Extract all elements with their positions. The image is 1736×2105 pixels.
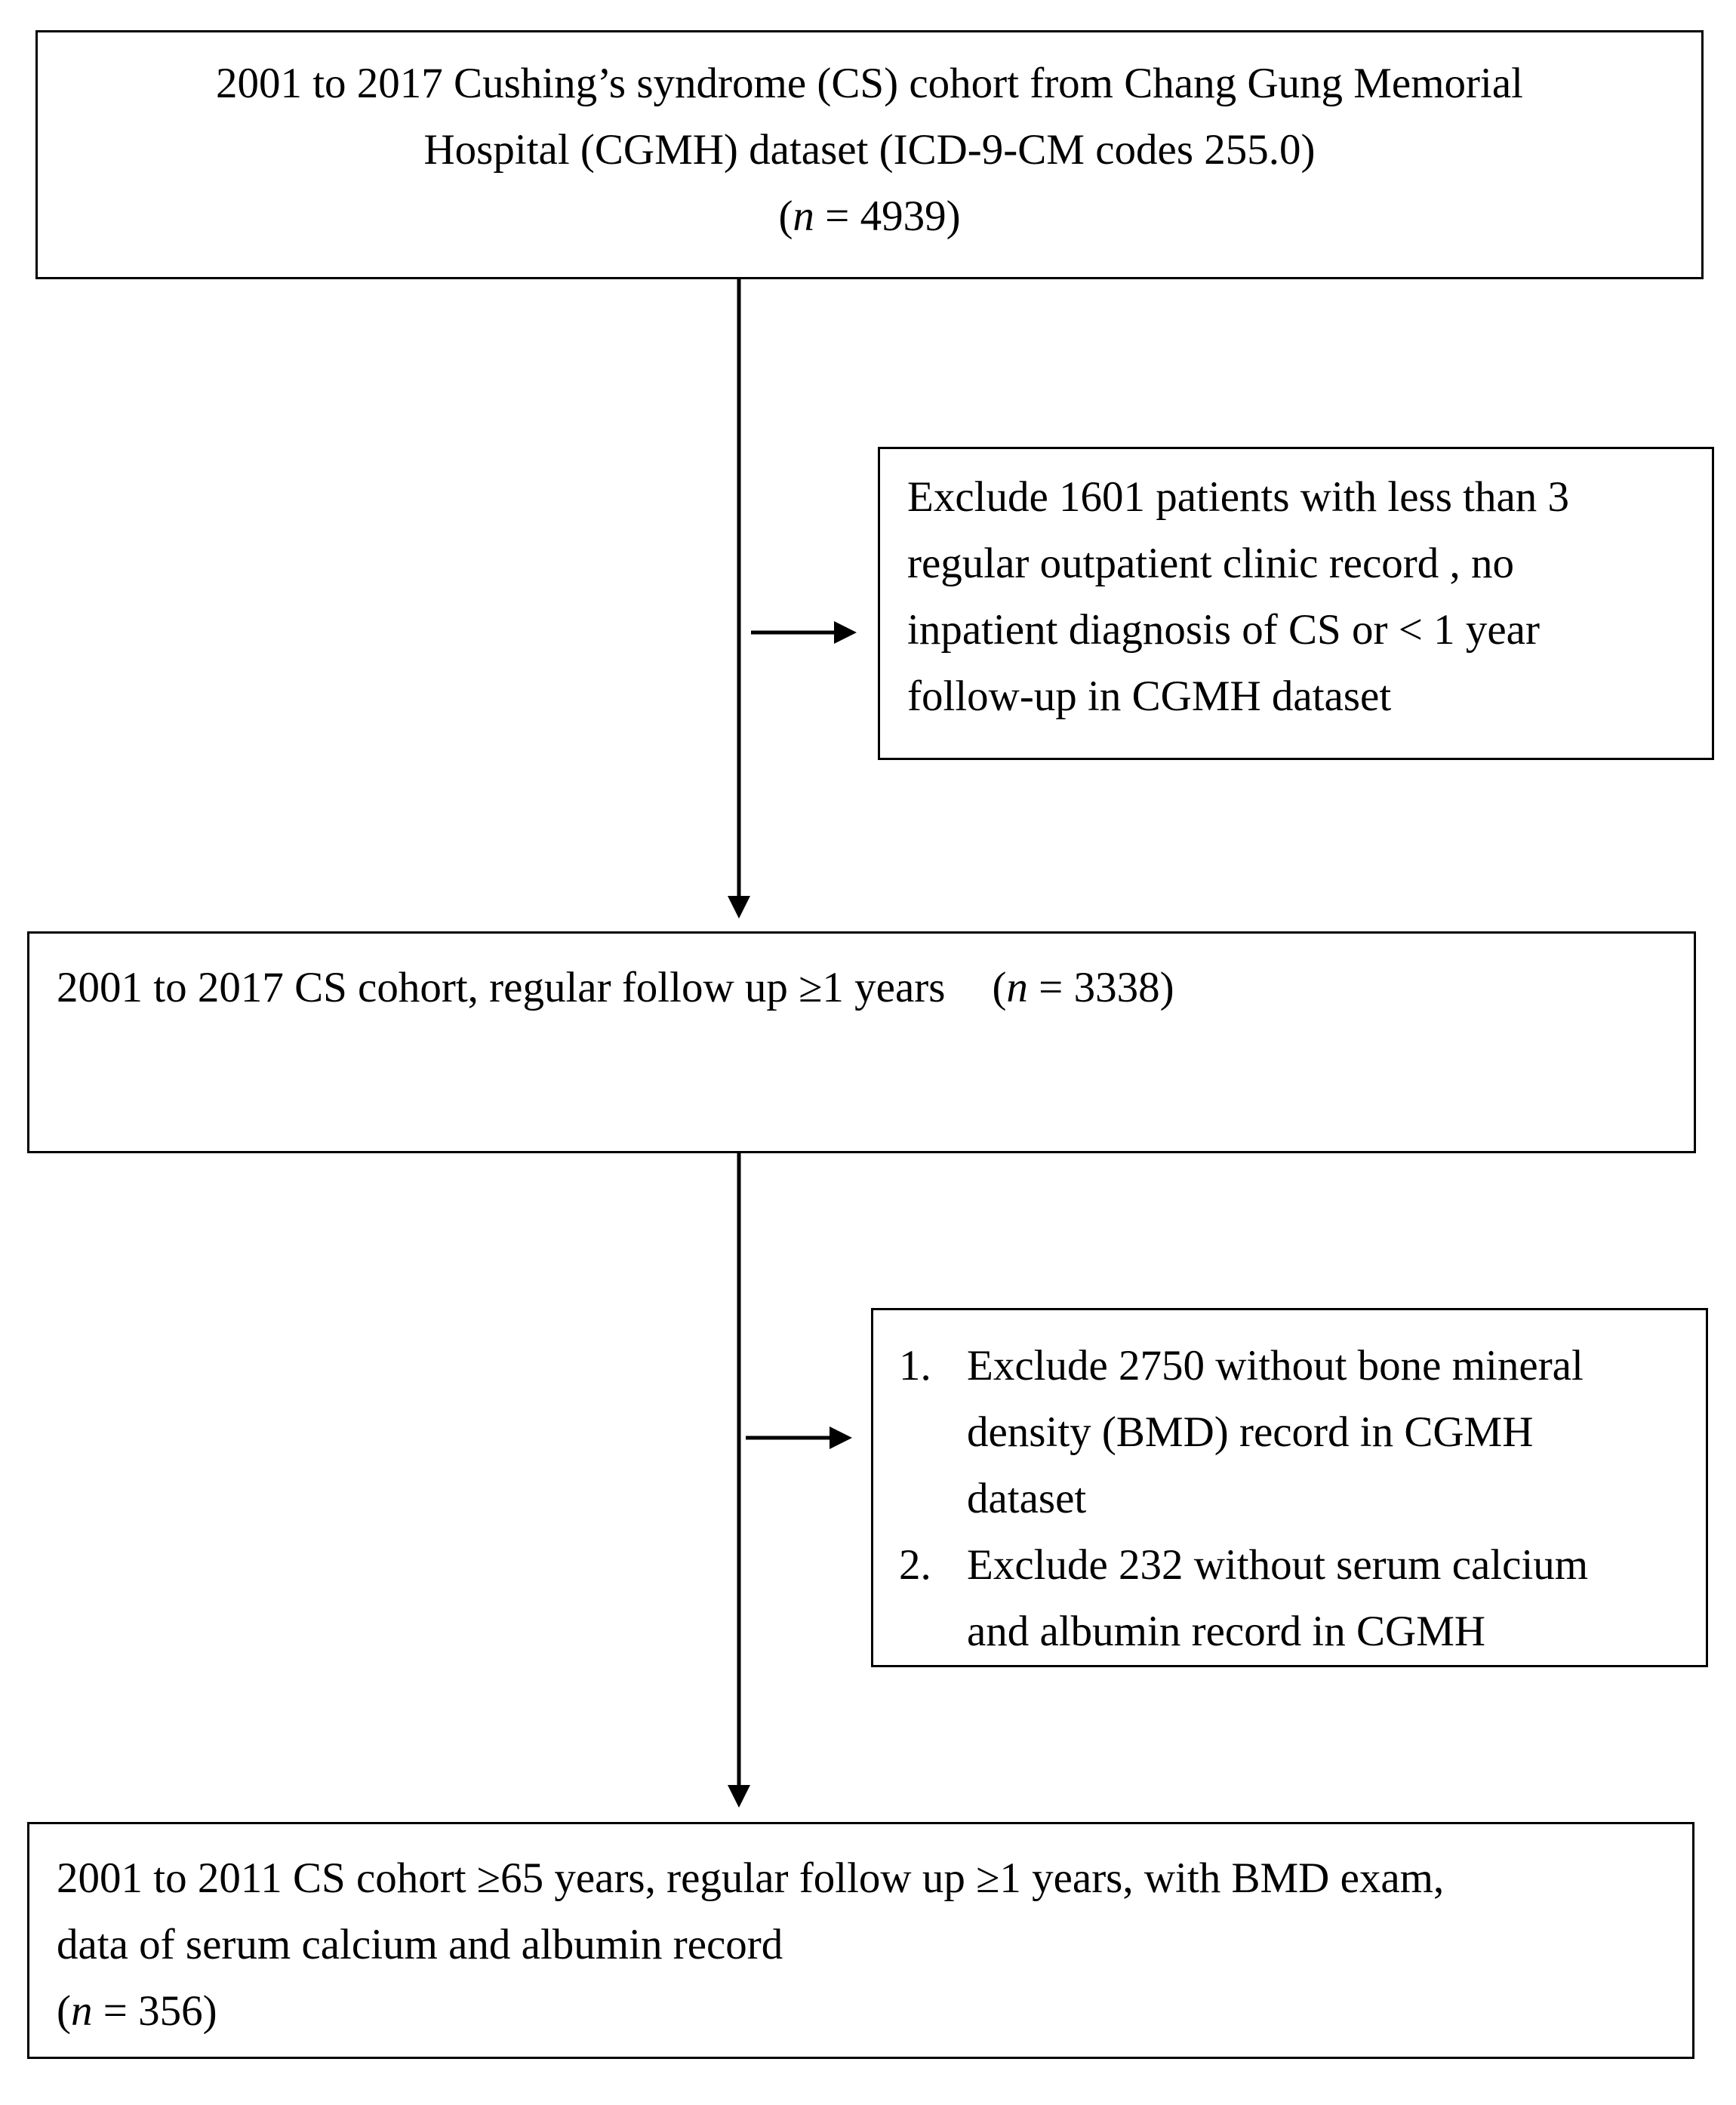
list-number: 2.	[899, 1541, 931, 1589]
initial-cohort-line-1: 2001 to 2017 Cushing’s syndrome (CS) cohort from Chang Gung Memorial	[215, 60, 1524, 107]
exclusion-1-line: regular outpatient clinic record , no	[907, 540, 1515, 587]
exclusion-1-line: follow-up in CGMH dataset	[907, 672, 1392, 720]
list-number: 1.	[899, 1342, 931, 1389]
exclusion-2-list	[899, 1333, 1691, 1665]
exclusion-2-item	[899, 1333, 1691, 1532]
exclusion-2-line: density (BMD) record in CGMH	[967, 1408, 1534, 1456]
follow-up-cohort-box	[27, 931, 1696, 1153]
exclusion-box-1	[878, 447, 1714, 760]
exclusion-1-line: inpatient diagnosis of CS or < 1 year	[907, 606, 1540, 654]
initial-cohort-count: (n = 4939)	[778, 192, 961, 240]
final-cohort-count: (n = 356)	[57, 1987, 217, 2035]
exclusion-2-line: Exclude 2750 without bone mineral	[967, 1342, 1584, 1389]
exclusion-2-line: and albumin record in CGMH	[967, 1608, 1486, 1655]
exclusion-2-line: Exclude 232 without serum calcium	[967, 1541, 1589, 1589]
exclusion-2-item	[899, 1532, 1691, 1665]
exclusion-2-line: dataset	[967, 1475, 1087, 1522]
initial-cohort-line-2: Hospital (CGMH) dataset (ICD-9-CM codes 255.0)	[423, 126, 1316, 174]
exclusion-1-line: Exclude 1601 patients with less than 3	[907, 473, 1570, 521]
exclusion-box-2	[871, 1308, 1708, 1667]
initial-cohort-box	[35, 30, 1704, 279]
final-cohort-box	[27, 1822, 1694, 2059]
final-cohort-line-1: 2001 to 2011 CS cohort ≥65 years, regular follow up ≥1 years, with BMD exam,	[57, 1854, 1445, 1902]
follow-up-cohort-text: 2001 to 2017 CS cohort, regular follow up ≥1 years (n = 3338)	[57, 964, 1174, 1011]
final-cohort-line-2: data of serum calcium and albumin record	[57, 1921, 783, 1968]
